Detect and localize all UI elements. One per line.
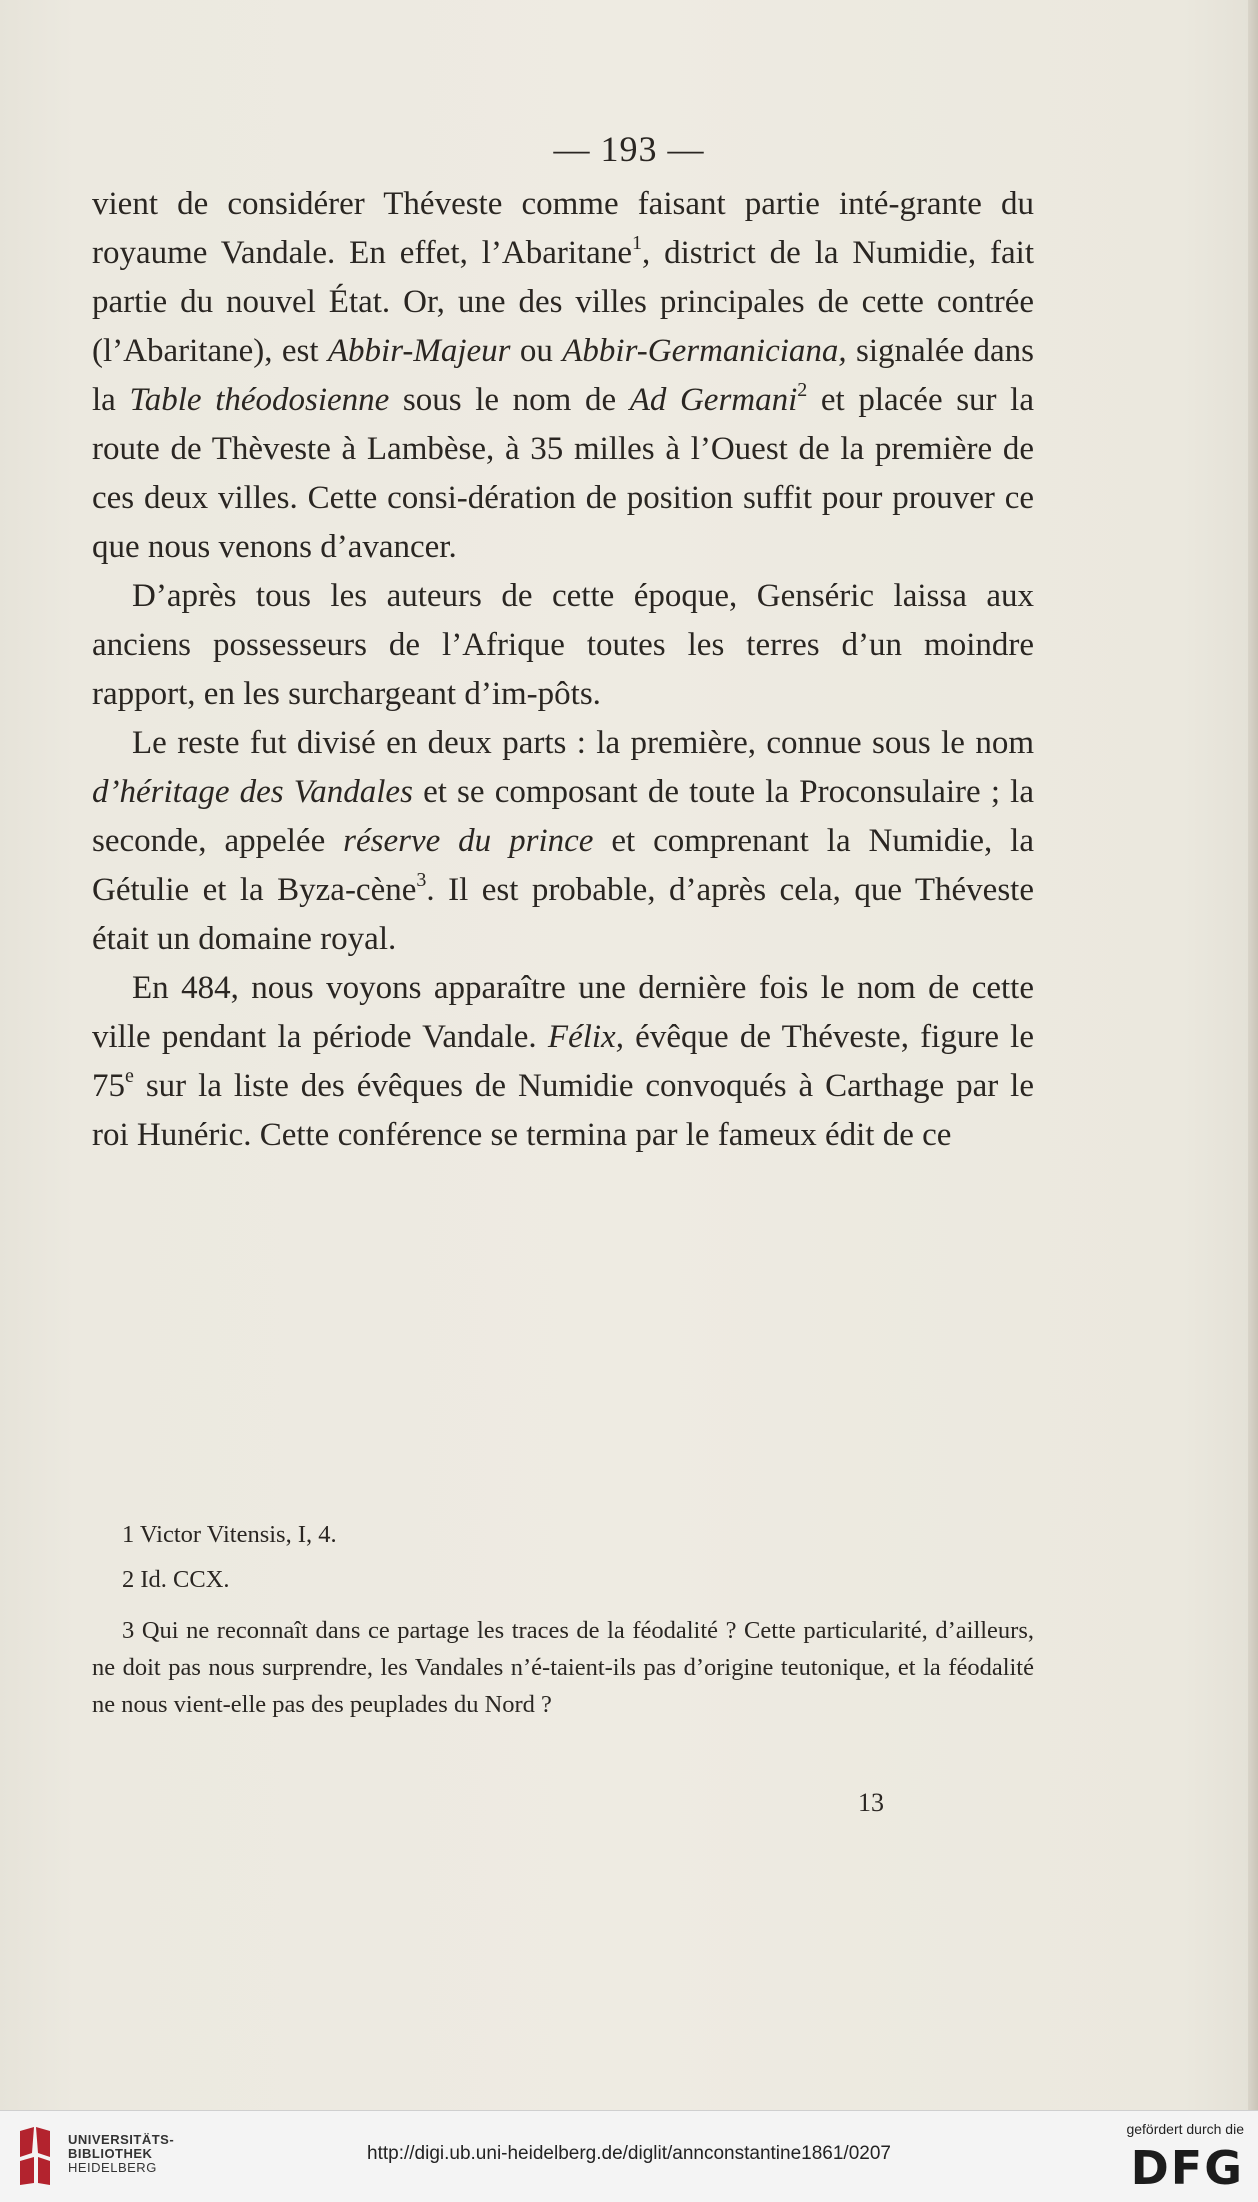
viewer-footer [0,2110,1258,2202]
permalink-url[interactable]: http://digi.ub.uni-heidelberg.de/diglit/annconstantine1861/0207 [367,2143,891,2164]
signature-mark: 13 [858,1788,884,1817]
paragraph-1: vient de considérer Théveste comme faisant partie inté-grante du royaume Vandale. En effet, l’Abaritane$^1$, district de la Numidie, fait partie du nouvel État. Or, une des villes principales de cette contrée (l’Abaritane), est Abbir-Majeur ou Abbir-Germaniciana, signalée dans la Table théodosienne sous le nom de Ad Germani$^2$ et placée sur la route de Thèveste à Lambèse, à 35 milles à l’Ouest de la première de ces deux villes. Cette consi-dération de position suffit pour prouver ce que nous venons d’avancer. [92,186,1034,565]
funding-note: gefördert durch die [1126,2121,1244,2137]
page-number: — 193 — [553,129,705,169]
paragraph-2: D’après tous les auteurs de cette époque, Genséric laissa aux anciens possesseurs de l’Afrique toutes les terres d’un moindre rapport, en les surchargeant d’im-pôts. [92,578,1034,712]
footnote-ref-3[interactable]: 3 [416,869,427,891]
footnote-2: 2 Id. CCX. [122,1566,230,1593]
paragraph-3: Le reste fut divisé en deux parts : la première, connue sous le nom d’héritage des Vandales et se composant de toute la Proconsulaire ; la seconde, appelée réserve du prince et comprenant la Numidie, la Gétulie et la Byza-cène$^3$. Il est probable, d’après cela, que Théveste était un domaine royal. [92,725,1034,957]
footnote-1: 1 Victor Vitensis, I, 4. [122,1521,337,1548]
dfg-logo[interactable]: DFG [1130,2141,1244,2195]
footnote-ref-1[interactable]: 1 [631,232,642,254]
paragraph-4: En 484, nous voyons apparaître une dernière fois le nom de cette ville pendant la période Vandale. Félix, évêque de Théveste, figure le 75e sur la liste des évêques de Numidie convoqués à Carthage par le roi Hunéric. Cette conférence se termina par le fameux édit de ce [92,970,1034,1153]
footnote-3: 3 Qui ne reconnaît dans ce partage les traces de la féodalité ? Cette particularité, d’ailleurs, ne doit pas nous surprendre, les Vandales n’é-taient-ils pas d’origine teutonique, et la féodalité ne nous vient-elle pas des peuplades du Nord ? [92,1617,1034,1718]
page-edge [1248,0,1258,2110]
footnotes [92,1516,1034,1731]
footnote-ref-2[interactable]: 2 [797,379,808,401]
body-text [92,180,1034,1160]
university-name[interactable]: UNIVERSITÄTS- BIBLIOTHEK HEIDELBERG [68,2132,175,2175]
